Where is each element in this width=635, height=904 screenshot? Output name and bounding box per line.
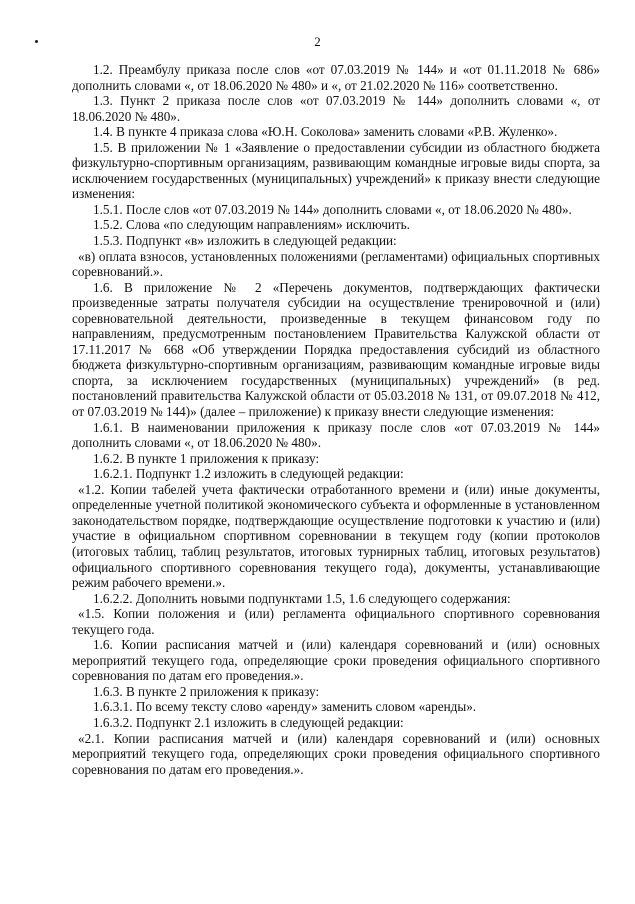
paragraph: 1.6.3. В пункте 2 приложения к приказу:: [93, 683, 320, 699]
paragraph: 1.2. Преамбулу приказа после слов «от 07.03.2019 № 144» и «от 01.11.2018 № 686» дополнить словами «, от 18.06.2020 № 480» и «, от 21.02.2020 № 116» соответственно.: [72, 62, 600, 93]
paragraph: 1.3. Пункт 2 приказа после слов «от 07.03.2019 № 144» дополнить словами «, от 18.06.2020 № 480».: [72, 93, 600, 124]
paragraph: «1.5. Копии положения и (или) регламента официального спортивного соревнования текущего года.: [72, 606, 600, 637]
paragraph: 1.6.2.1. Подпункт 1.2 изложить в следующей редакции:: [93, 466, 404, 482]
page-number: 2: [314, 34, 321, 49]
paragraph: 1.5.2. Слова «по следующим направлениям» исключить.: [93, 217, 410, 233]
document-body: [72, 62, 600, 777]
paragraph: 1.5.3. Подпункт «в» изложить в следующей редакции:: [93, 233, 397, 249]
paragraph: «2.1. Копии расписания матчей и (или) календаря соревнований и (или) основных мероприятий текущего года, определяющих сроки проведения официального спортивного соревнования по датам его проведения.».: [72, 730, 600, 777]
paragraph: 1.5.1. После слов «от 07.03.2019 № 144» дополнить словами «, от 18.06.2020 № 480».: [93, 201, 572, 217]
paragraph: 1.6.3.1. По всему тексту слово «аренду» заменить словом «аренды».: [93, 699, 477, 715]
paragraph: 1.6. Копии расписания матчей и (или) календаря соревнований и (или) основных мероприятий текущего года, определяющие сроки проведения официального спортивного соревнования по датам его проведения.».: [72, 637, 600, 684]
paragraph: 1.6. В приложение № 2 «Перечень документов, подтверждающих фактически произведенные затраты получателя субсидии на осуществление тренировочной и (или) соревновательной деятельности, произведенные в текущем финансовом году по направлениям, предусмотренным постановлением Правительства Калужской области от 17.11.2017 № 668 «Об утверждении Порядка предоставления субсидий из областного бюджета физкультурно-спортивным организациям, развивающим командные игровые виды спорта, за исключением государственных (муниципальных) учреждений» (в ред. постановлений правительства Калужской области от 05.03.2018 № 131, от 09.07.2018 № 412, от 07.03.2019 № 144)» (далее – приложение) к приказу внести следующие изменения:: [72, 279, 600, 420]
paragraph: 1.6.2.2. Дополнить новыми подпунктами 1.5, 1.6 следующего содержания:: [93, 590, 511, 606]
paragraph: 1.6.1. В наименовании приложения к приказу после слов «от 07.03.2019 № 144» дополнить словами «, от 18.06.2020 № 480».: [72, 419, 600, 451]
paragraph: 1.4. В пункте 4 приказа слова «Ю.Н. Соколова» заменить словами «Р.В. Жуленко».: [93, 124, 558, 140]
paragraph: 1.6.3.2. Подпункт 2.1 изложить в следующей редакции:: [93, 714, 404, 730]
paragraph: 1.6.2. В пункте 1 приложения к приказу:: [93, 450, 320, 466]
paragraph: «1.2. Копии табелей учета фактически отработанного времени и (или) иные документы, определенные учетной политикой экономического субъекта и оформленные в установленном законодательством порядке, подтверждающие осуществление подготовки к участию и (или) участие в официальном спортивном соревновании в текущем году (копии протоколов (итоговых таблиц, таблиц результатов, итоговых турнирных таблиц, итоговых результатов) официального спортивного соревнования текущего года), документы, устанавливающие режим рабочего времени.».: [72, 481, 600, 591]
paragraph: «в) оплата взносов, установленных положениями (регламентами) официальных спортивных соревнований.».: [72, 248, 600, 280]
paragraph: 1.5. В приложении № 1 «Заявление о предоставлении субсидии из областного бюджета физкультурно-спортивным организациям, развивающим командные игровые виды спорта, за исключением государственных (муниципальных) учреждений» к приказу внести следующие изменения:: [72, 139, 600, 202]
